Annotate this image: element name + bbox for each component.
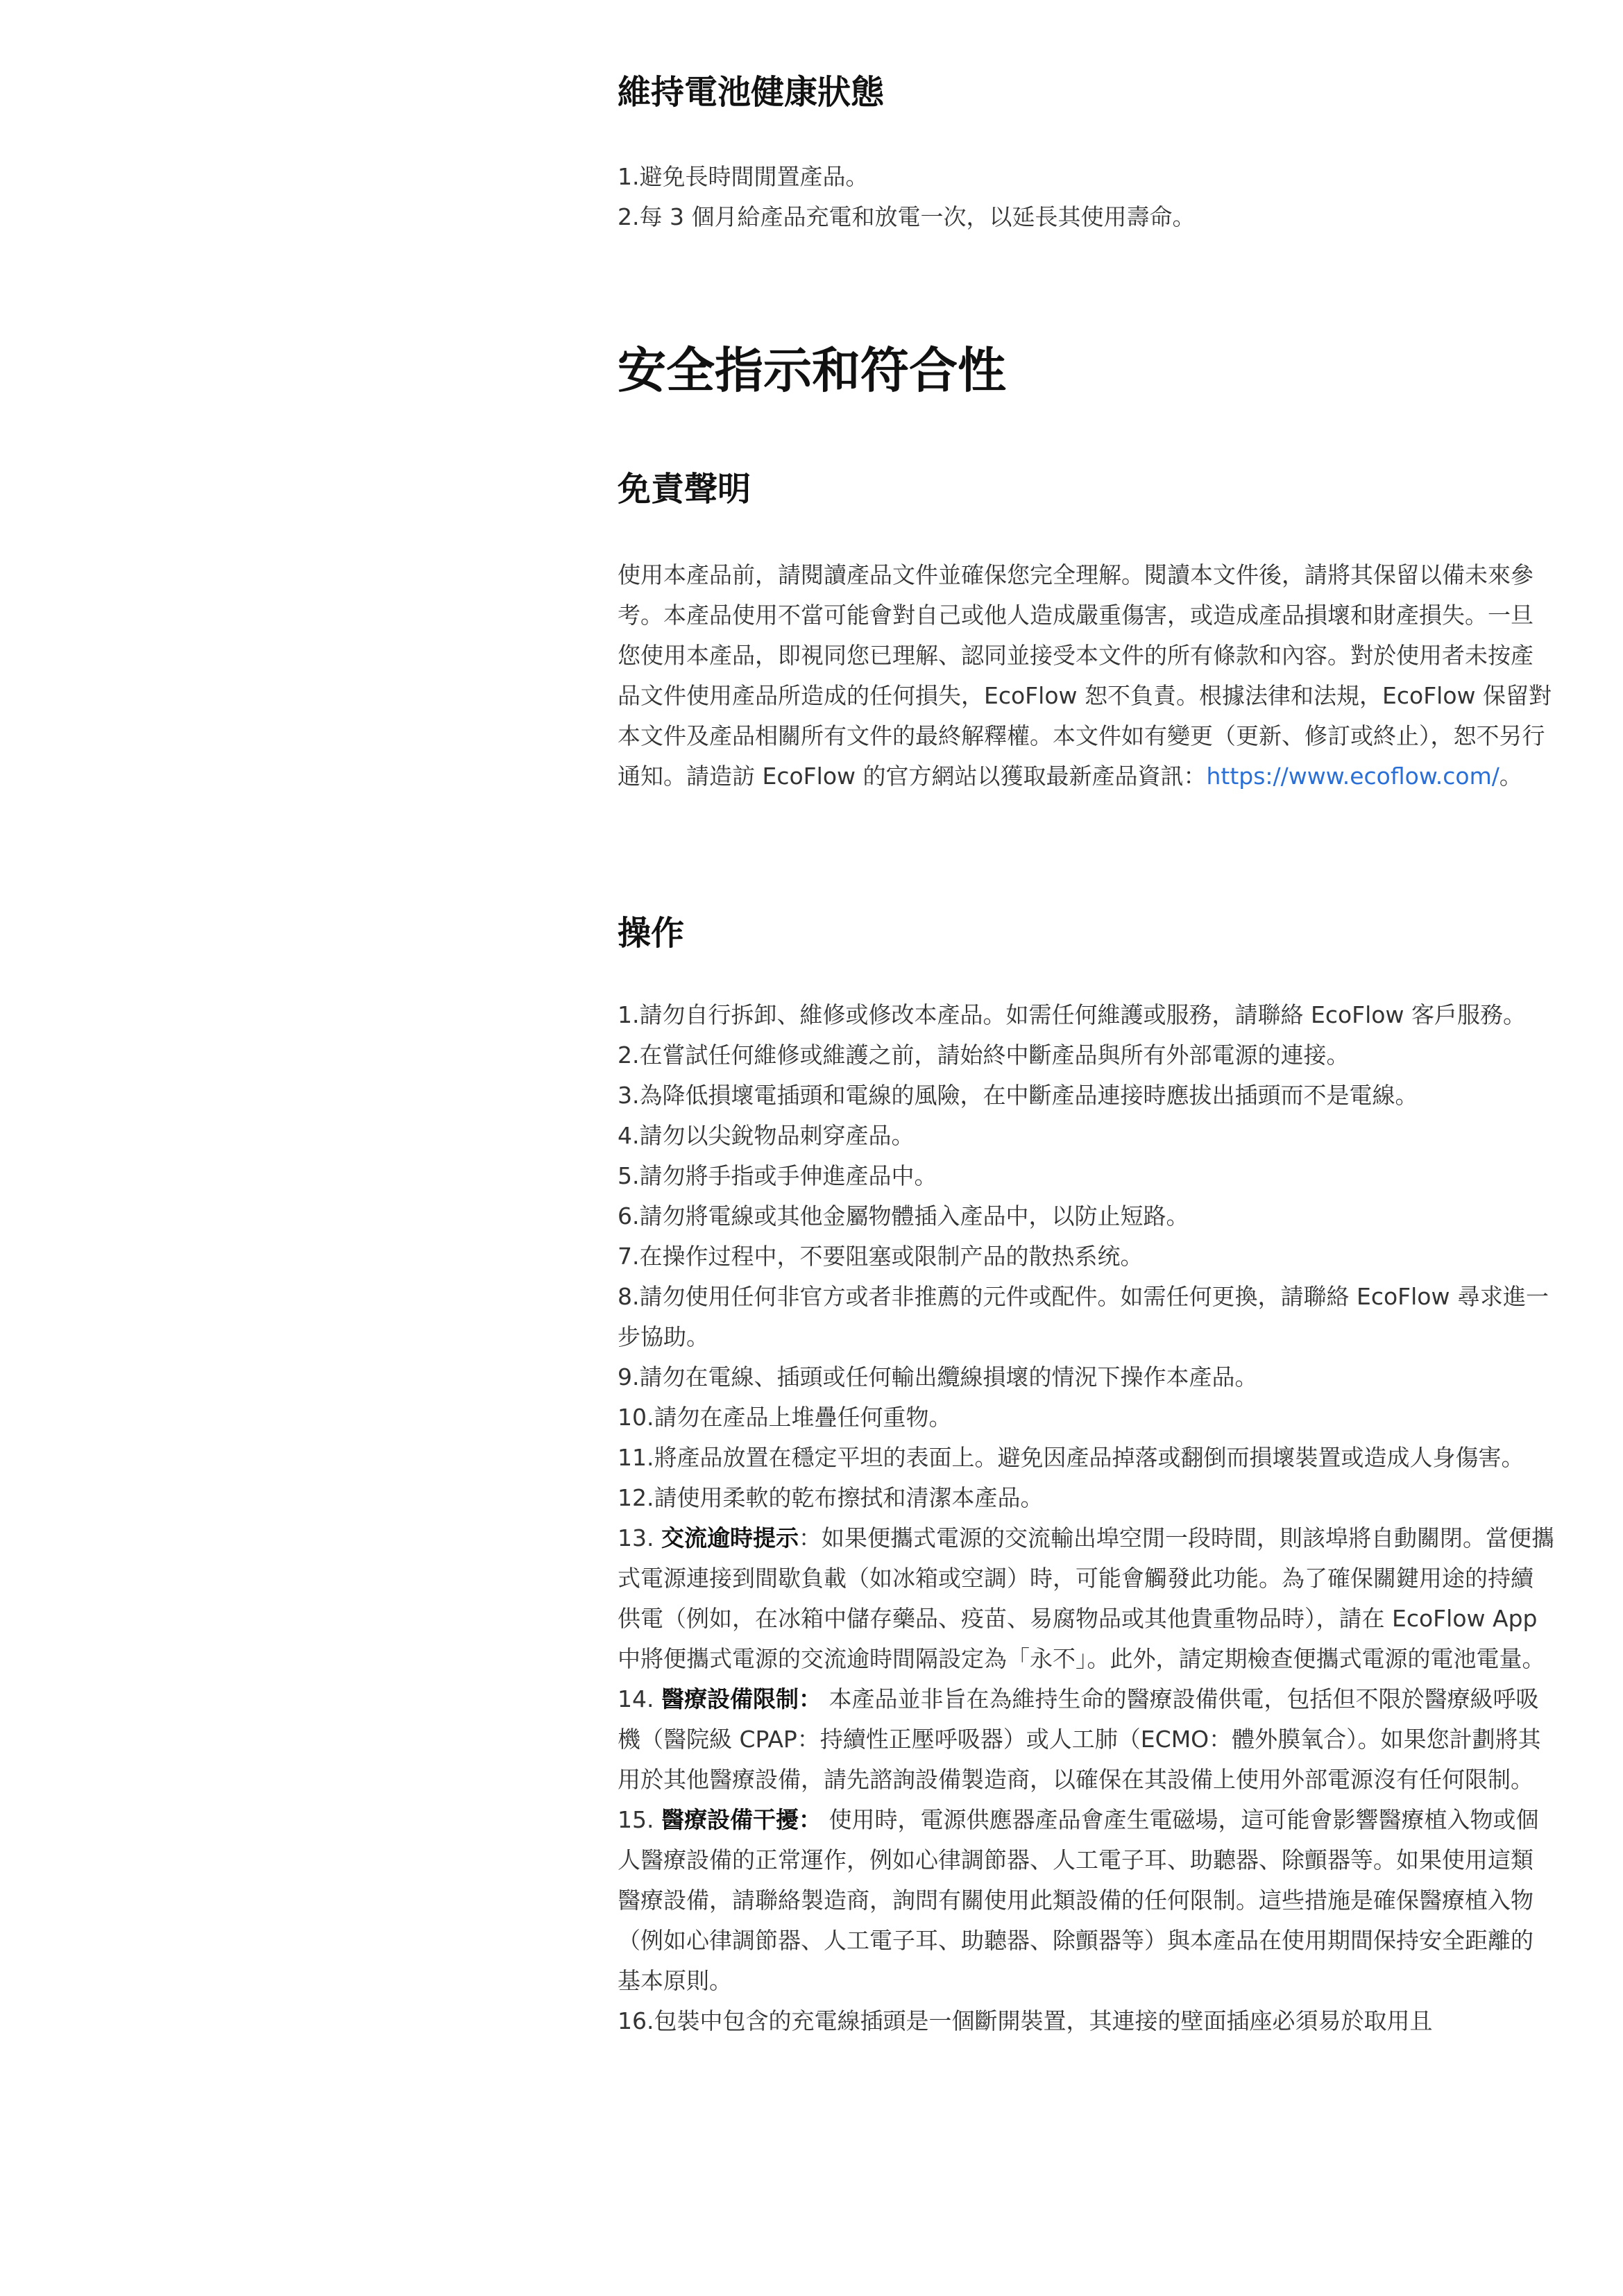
item-15-text: 使用時，電源供應器產品會產生電磁場，這可能會影響醫療植入物或個人醫療設備的正常運作，例如心律調節器、人工電子耳、助聽器、除顫器等。如果使用這類醫療設備，請聯絡製造商，詢問有關使用此類設備的任何限制。這些措施是確保醫療植入物（例如心律調節器、人工電子耳、助聽器、除顫器等）與本產品在使用期間保持安全距離的基本原則。 — [618, 1806, 1539, 1994]
operation-list — [618, 995, 1554, 2041]
disclaimer-paragraph — [618, 555, 1554, 797]
item-13-text: ：如果便攜式電源的交流輸出埠空閒一段時間，則該埠將自動關閉。當便攜式電源連接到間歇負載（如冰箱或空調）時，可能會觸發此功能。為了確保關鍵用途的持續供電（例如，在冰箱中儲存藥品、疫苗、易腐物品或其他貴重物品時），請在 EcoFlow App 中將便攜式電源的交流逾時間隔設定為「永不」。此外，請定期檢查便攜式電源的電池電量。 — [618, 1524, 1554, 1672]
operation-item-4: 4.請勿以尖銳物品刺穿產品。 — [618, 1122, 915, 1149]
ecoflow-website-link[interactable]: https://www.ecoflow.com/ — [1206, 763, 1499, 790]
disclaimer-text: 使用本產品前，請閱讀產品文件並確保您完全理解。閱讀本文件後，請將其保留以備未來參考。本產品使用不當可能會對自己或他人造成嚴重傷害，或造成產品損壞和財產損失。一旦您使用本產品，即視同您已理解、認同並接受本文件的所有條款和內容。對於使用者未按產品文件使用產品所造成的任何損失，EcoFlow 恕不負責。根據法律和法規，EcoFlow 保留對本文件及產品相關所有文件的最終解釋權。本文件如有變更（更新、修訂或終止），恕不另行通知。請造訪 EcoFlow 的官方網站以獲取最新產品資訊： — [618, 561, 1552, 790]
item-14-title: 醫療設備限制： — [661, 1685, 822, 1712]
disclaimer-end: 。 — [1499, 763, 1522, 790]
item-13-title: 交流逾時提示 — [661, 1524, 799, 1551]
battery-item-1: 1.避免長時間閒置產品。 — [618, 163, 869, 190]
operation-item-13 — [618, 1518, 1554, 1679]
operation-item-10: 10.請勿在產品上堆疊任何重物。 — [618, 1404, 952, 1431]
operation-heading: 操作 — [618, 914, 685, 953]
battery-heading: 維持電池健康狀態 — [618, 73, 885, 112]
operation-item-12: 12.請使用柔軟的乾布擦拭和清潔本產品。 — [618, 1484, 1044, 1511]
operation-item-6: 6.請勿將電線或其他金屬物體插入產品中，以防止短路。 — [618, 1202, 1189, 1230]
item-15-number: 15. — [618, 1806, 661, 1833]
operation-item-11: 11.將產品放置在穩定平坦的表面上。避免因產品掉落或翻倒而損壞裝置或造成人身傷害。 — [618, 1444, 1524, 1471]
operation-item-2: 2.在嘗試任何維修或維護之前，請始終中斷產品與所有外部電源的連接。 — [618, 1041, 1350, 1069]
disclaimer-heading: 免責聲明 — [618, 470, 751, 509]
item-14-number: 14. — [618, 1685, 661, 1712]
operation-item-16: 16.包裝中包含的充電線插頭是一個斷開裝置，其連接的壁面插座必須易於取用且 — [618, 2007, 1433, 2034]
safety-heading: 安全指示和符合性 — [618, 342, 1006, 399]
operation-item-9: 9.請勿在電線、插頭或任何輸出纜線損壞的情況下操作本產品。 — [618, 1363, 1258, 1391]
battery-item-2: 2.每 3 個月給產品充電和放電一次，以延長其使用壽命。 — [618, 203, 1196, 230]
item-13-number: 13. — [618, 1524, 661, 1551]
item-14-text: 本產品並非旨在為維持生命的醫療設備供電，包括但不限於醫療級呼吸機（醫院級 CPAP：持續性正壓呼吸器）或人工肺（ECMO：體外膜氧合）。如果您計劃將其用於其他醫療設備，請先諮詢設備製造商，以確保在其設備上使用外部電源沒有任何限制。 — [618, 1685, 1541, 1793]
operation-item-3: 3.為降低損壞電插頭和電線的風險，在中斷產品連接時應拔出插頭而不是電線。 — [618, 1082, 1418, 1109]
item-15-title: 醫療設備干擾： — [661, 1806, 822, 1833]
operation-item-15 — [618, 1800, 1554, 2001]
operation-item-8: 8.請勿使用任何非官方或者非推薦的元件或配件。如需任何更換，請聯絡 EcoFlow 尋求進一步協助。 — [618, 1283, 1549, 1350]
operation-item-5: 5.請勿將手指或手伸進產品中。 — [618, 1162, 937, 1189]
operation-item-14 — [618, 1679, 1554, 1800]
operation-item-7: 7.在操作过程中，不要阻塞或限制产品的散热系统。 — [618, 1243, 1144, 1270]
operation-item-1: 1.請勿自行拆卸、維修或修改本產品。如需任何維護或服務，請聯絡 EcoFlow 客戶服務。 — [618, 1001, 1526, 1028]
